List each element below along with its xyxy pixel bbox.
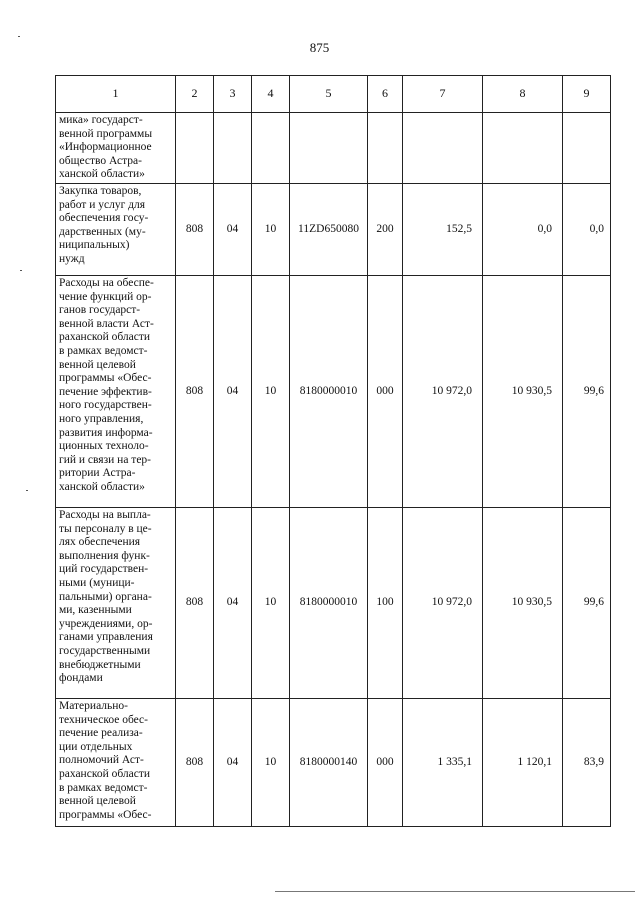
cell-section-code: 04 (214, 508, 252, 699)
cell-executed-amount: 1 120,1 (483, 699, 563, 827)
cell-subsection-code: 10 (252, 276, 290, 508)
table-row (56, 508, 611, 699)
cell-expense-type (368, 113, 403, 184)
scan-speck (26, 490, 28, 491)
header-cell: 2 (176, 76, 214, 113)
header-cell: 4 (252, 76, 290, 113)
scan-speck (20, 270, 22, 271)
row-name-cell: Расходы на обеспе- чение функций ор- ганов государст- венной власти Аст- раханской области в рамках ведомст- венной целевой программы «Обес- печение эффектив- ного государствен- ного управления, развития информа- ционных техноло- гий и связи на тер- ритории Астра- ханской области» (56, 276, 176, 508)
cell-ministry-code: 808 (176, 508, 214, 699)
cell-executed-amount: 0,0 (483, 184, 563, 276)
cell-planned-amount: 152,5 (403, 184, 483, 276)
cell-planned-amount (403, 113, 483, 184)
row-name-cell: мика» государст- венной программы «Информационное общество Астра- ханской области» (56, 113, 176, 184)
scan-speck (18, 36, 20, 37)
budget-table (55, 75, 611, 827)
cell-subsection-code: 10 (252, 699, 290, 827)
cell-section-code: 04 (214, 276, 252, 508)
cell-executed-amount: 10 930,5 (483, 508, 563, 699)
header-row (56, 76, 611, 113)
row-name-cell: Расходы на выпла- ты персоналу в це- лях обеспечения выполнения функ- ций государствен- ными (муници- пальными) органа- ми, казенными учреждениями, ор- ганами управления государственными внебюджетными фондами (56, 508, 176, 699)
table-row (56, 699, 611, 827)
header-cell: 7 (403, 76, 483, 113)
cell-planned-amount: 10 972,0 (403, 508, 483, 699)
cell-percent: 99,6 (563, 508, 611, 699)
cell-ministry-code: 808 (176, 276, 214, 508)
header-cell: 9 (563, 76, 611, 113)
header-cell: 8 (483, 76, 563, 113)
row-name-cell: Материально- техническое обес- печение реализа- ции отдельных полномочий Аст- раханской области в рамках ведомст- венной целевой программы «Обес- (56, 699, 176, 827)
cell-ministry-code: 808 (176, 184, 214, 276)
cell-target-article: 11ZD650080 (290, 184, 368, 276)
cell-planned-amount: 10 972,0 (403, 276, 483, 508)
cell-expense-type: 000 (368, 276, 403, 508)
cell-percent (563, 113, 611, 184)
cell-subsection-code: 10 (252, 184, 290, 276)
table-row (56, 184, 611, 276)
cell-expense-type: 000 (368, 699, 403, 827)
cell-percent: 99,6 (563, 276, 611, 508)
cell-subsection-code: 10 (252, 508, 290, 699)
cell-planned-amount: 1 335,1 (403, 699, 483, 827)
header-cell: 5 (290, 76, 368, 113)
cell-section-code: 04 (214, 184, 252, 276)
row-name-cell: Закупка товаров, работ и услуг для обеспечения госу- дарственных (му- ниципальных) нужд (56, 184, 176, 276)
header-cell: 6 (368, 76, 403, 113)
cell-target-article: 8180000140 (290, 699, 368, 827)
cell-ministry-code (176, 113, 214, 184)
table-row (56, 113, 611, 184)
page-number: 875 (309, 40, 330, 55)
header-cell: 1 (56, 76, 176, 113)
cell-target-article: 8180000010 (290, 508, 368, 699)
bottom-rule (275, 891, 635, 892)
header-cell: 3 (214, 76, 252, 113)
cell-expense-type: 100 (368, 508, 403, 699)
cell-target-article: 8180000010 (290, 276, 368, 508)
cell-executed-amount (483, 113, 563, 184)
cell-percent: 83,9 (563, 699, 611, 827)
cell-subsection-code (252, 113, 290, 184)
cell-expense-type: 200 (368, 184, 403, 276)
cell-section-code (214, 113, 252, 184)
table-row (56, 276, 611, 508)
cell-executed-amount: 10 930,5 (483, 276, 563, 508)
cell-ministry-code: 808 (176, 699, 214, 827)
cell-percent: 0,0 (563, 184, 611, 276)
cell-target-article (290, 113, 368, 184)
cell-section-code: 04 (214, 699, 252, 827)
